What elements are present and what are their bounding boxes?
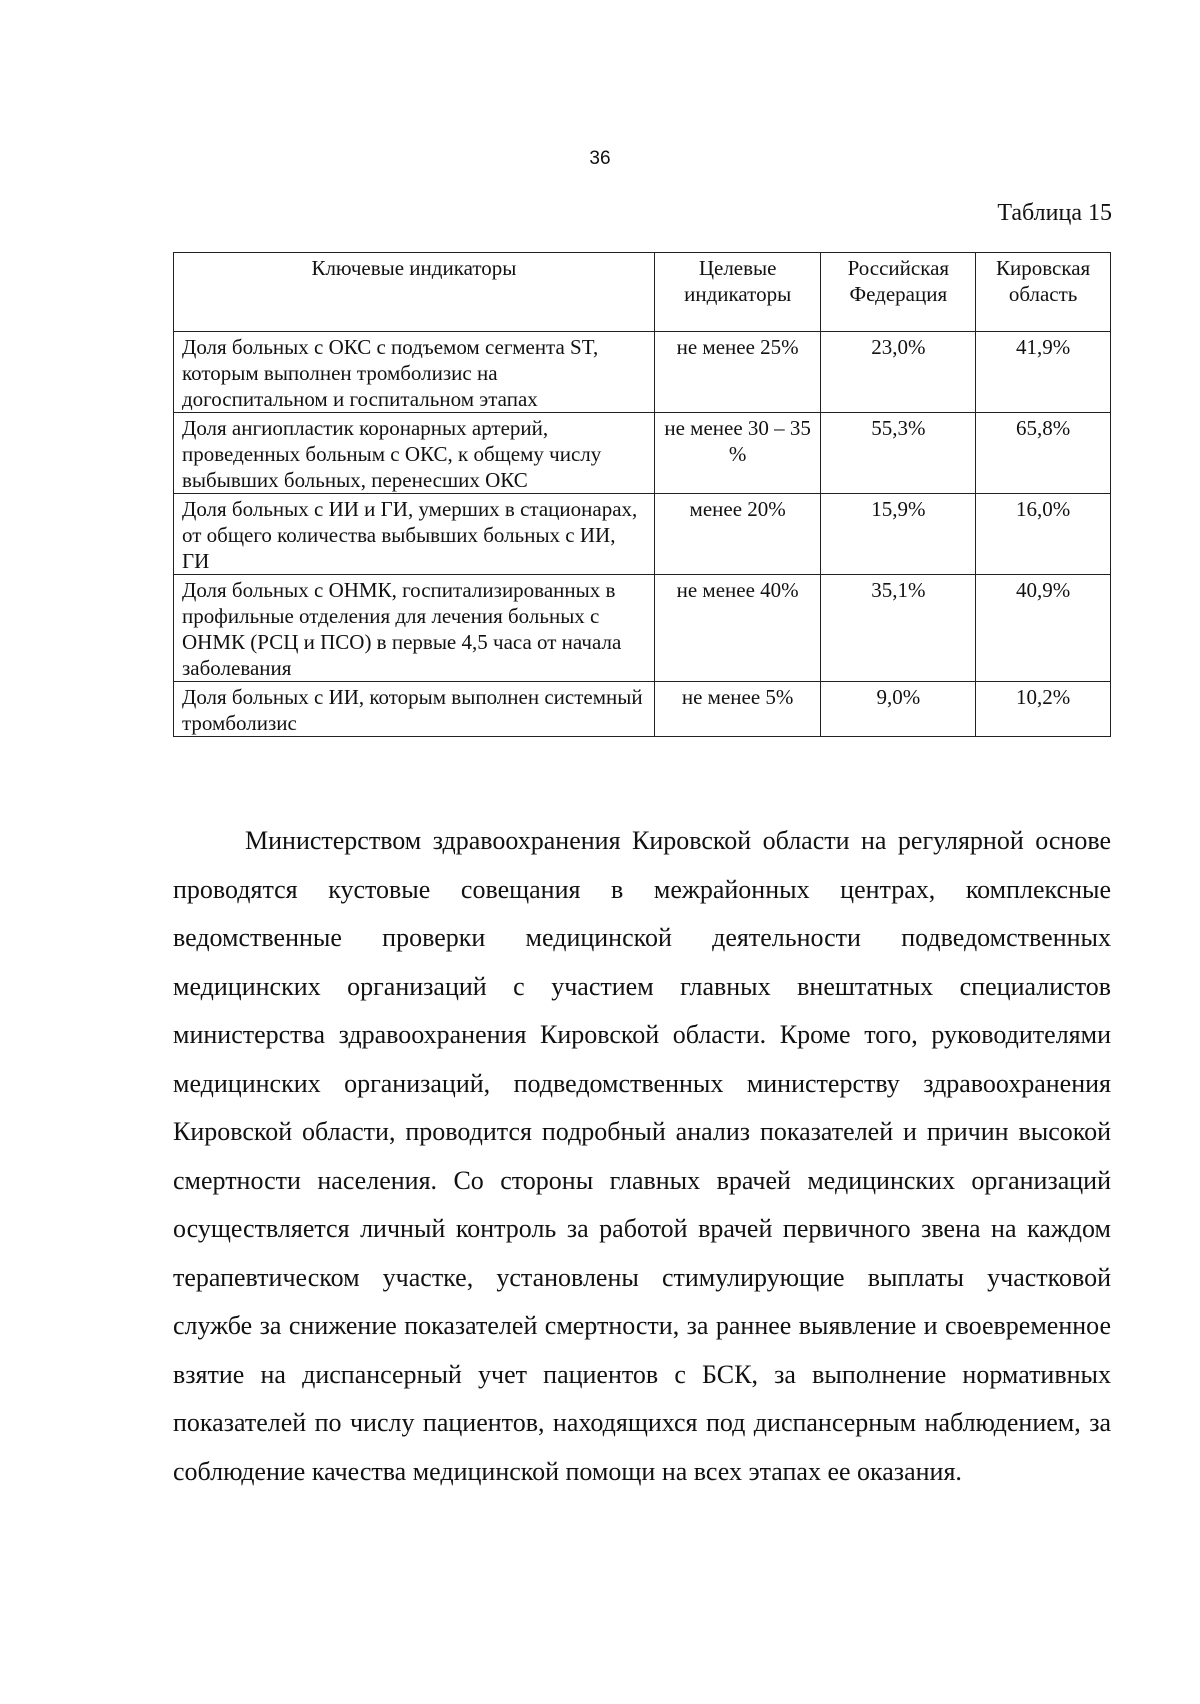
rf-value-cell: 15,9% <box>821 494 976 575</box>
table-header-row <box>174 253 1111 332</box>
table-caption: Таблица 15 <box>997 200 1112 226</box>
header-target-indicators: Целевые индикаторы <box>654 253 821 332</box>
indicators-table <box>173 252 1111 737</box>
indicator-cell: Доля больных с ИИ, которым выполнен системный тромболизис <box>174 682 655 737</box>
rf-value-cell: 55,3% <box>821 413 976 494</box>
target-cell: не менее 25% <box>654 332 821 413</box>
header-kirov-region: Кировская область <box>976 253 1111 332</box>
target-cell: не менее 5% <box>654 682 821 737</box>
target-cell: не менее 40% <box>654 575 821 682</box>
table-row <box>174 413 1111 494</box>
body-text <box>173 817 1111 1496</box>
body-paragraph: Министерством здравоохранения Кировской области на регулярной основе проводятся кустовые совещания в межрайонных центрах, комплексные ведомственные проверки медицинской деятельности подведомственных медицинских организаций с участием главных внештатных специалистов министерства здравоохранения Кировской области. Кроме того, руководителями медицинских организаций, подведомственных министерству здравоохранения Кировской области, проводится подробный анализ показателей и причин высокой смертности населения. Со стороны главных врачей медицинских организаций осуществляется личный контроль за работой врачей первичного звена на каждом терапевтическом участке, установлены стимулирующие выплаты участковой службе за снижение показателей смертности, за раннее выявление и своевременное взятие на диспансерный учет пациентов с БСК, за выполнение нормативных показателей по числу пациентов, находящихся под диспансерным наблюдением, за соблюдение качества медицинской помощи на всех этапах ее оказания. <box>173 826 1111 1486</box>
table-row <box>174 682 1111 737</box>
indicator-cell: Доля ангиопластик коронарных артерий, проведенных больным с ОКС, к общему числу выбывших больных, перенесших ОКС <box>174 413 655 494</box>
kirov-value-cell: 41,9% <box>976 332 1111 413</box>
indicator-cell: Доля больных с ОНМК, госпитализированных в профильные отделения для лечения больных с ОНМК (РСЦ и ПСО) в первые 4,5 часа от начала заболевания <box>174 575 655 682</box>
kirov-value-cell: 16,0% <box>976 494 1111 575</box>
target-cell: менее 20% <box>654 494 821 575</box>
table-row <box>174 575 1111 682</box>
table-row <box>174 494 1111 575</box>
header-key-indicators: Ключевые индикаторы <box>174 253 655 332</box>
rf-value-cell: 23,0% <box>821 332 976 413</box>
indicator-cell: Доля больных с ИИ и ГИ, умерших в стационарах, от общего количества выбывших больных с ИИ, ГИ <box>174 494 655 575</box>
page-number: 36 <box>589 148 611 169</box>
header-russian-federation: Российская Федерация <box>821 253 976 332</box>
kirov-value-cell: 40,9% <box>976 575 1111 682</box>
kirov-value-cell: 65,8% <box>976 413 1111 494</box>
rf-value-cell: 35,1% <box>821 575 976 682</box>
target-cell: не менее 30 – 35 % <box>654 413 821 494</box>
table-row <box>174 332 1111 413</box>
rf-value-cell: 9,0% <box>821 682 976 737</box>
indicator-cell: Доля больных с ОКС с подъемом сегмента ST, которым выполнен тромболизис на догоспитальном и госпитальном этапах <box>174 332 655 413</box>
kirov-value-cell: 10,2% <box>976 682 1111 737</box>
